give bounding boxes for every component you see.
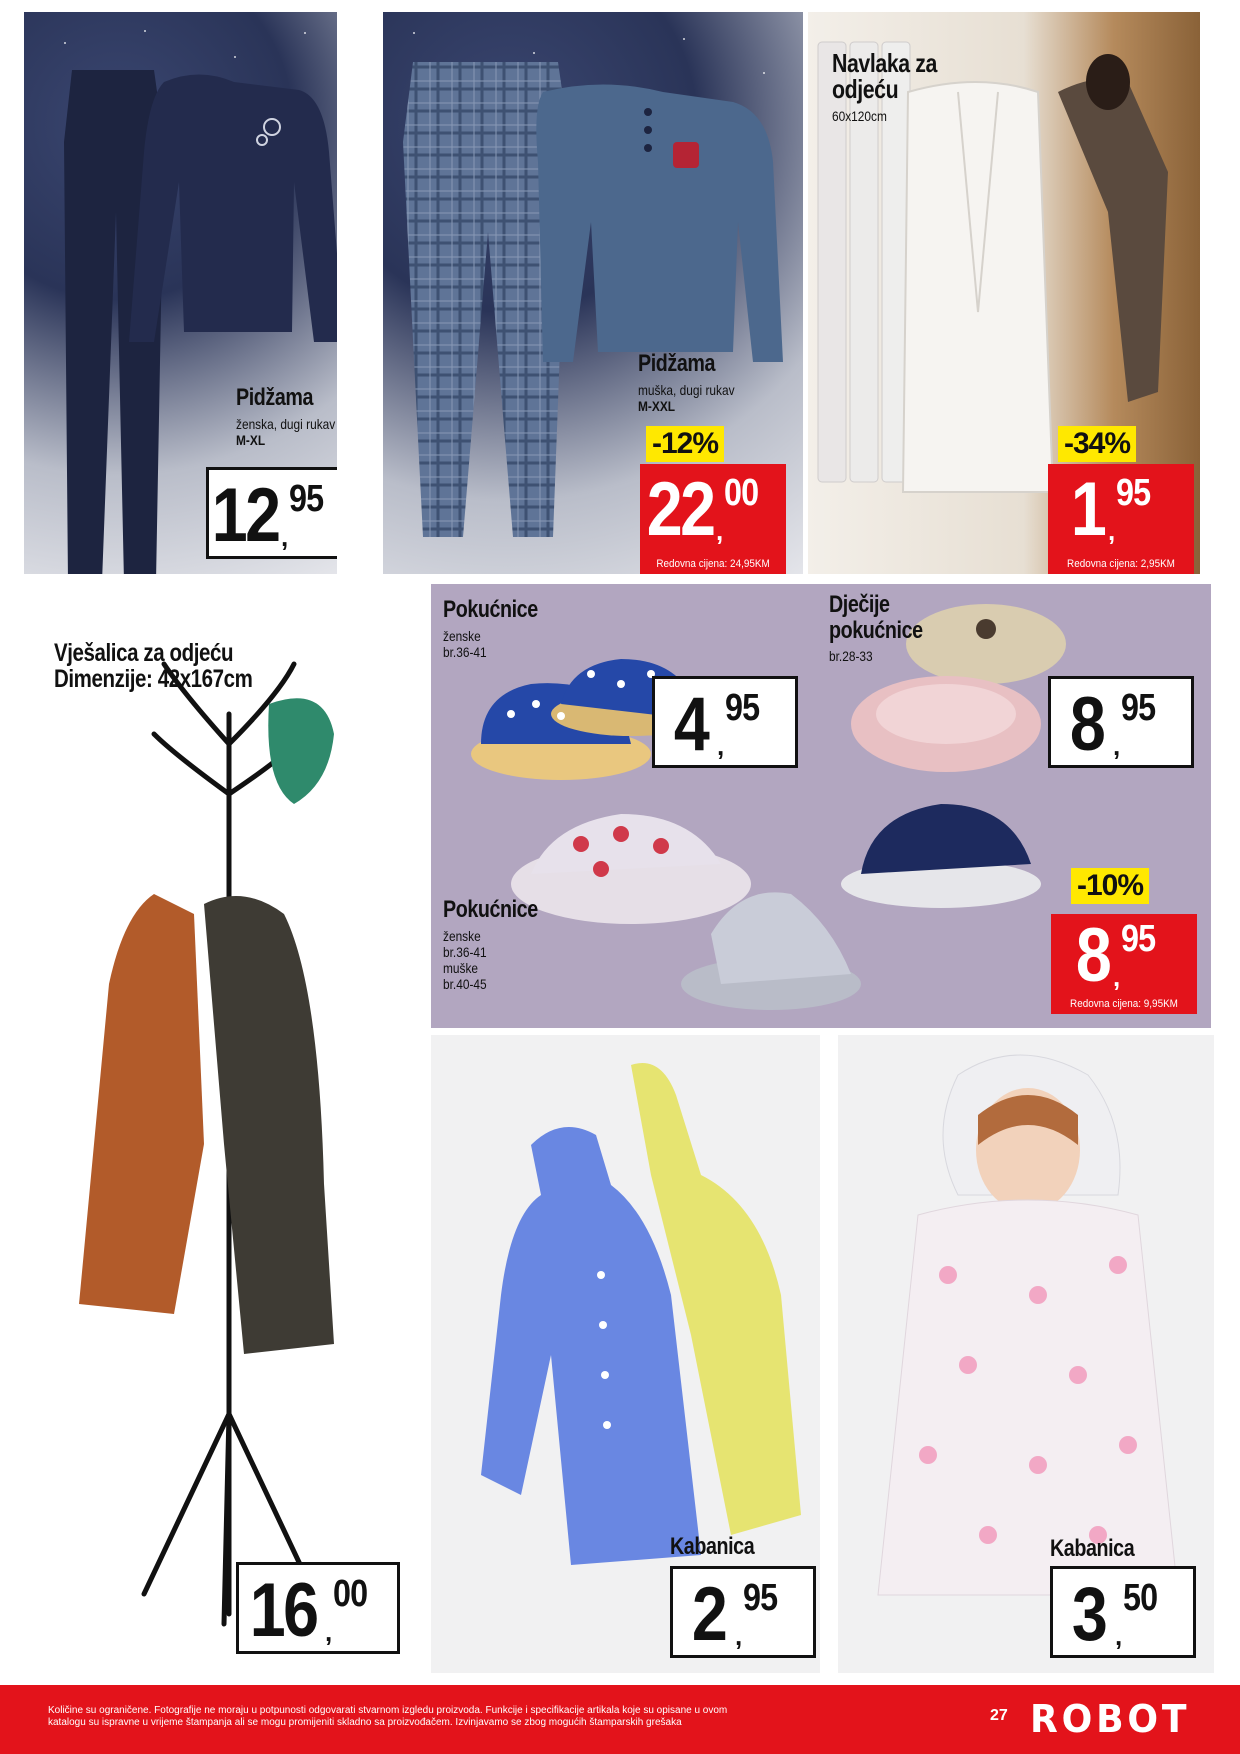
page-number: 27 (990, 1707, 1008, 1724)
price-comma: , (735, 1621, 743, 1651)
slippers-mix-image (511, 784, 1071, 1024)
product-dimensions: Dimenzije: 42x167cm (54, 665, 253, 693)
product-kabanica-djecija (838, 1035, 1214, 1673)
price-decimal: 95 (725, 687, 760, 729)
product-title: Pidžama (638, 350, 715, 377)
regular-price: Redovna cijena: 24,95KM (656, 558, 770, 570)
price-integer: 1 (1070, 467, 1104, 552)
product-title-line1: Vješalica za odjeću (54, 639, 234, 667)
product-title (829, 592, 923, 644)
coat-stand-image (24, 584, 424, 1669)
product-variant: ženske (443, 628, 481, 644)
price-decimal: 00 (333, 1573, 368, 1615)
robot-logo: ROBOT (1030, 1697, 1191, 1741)
product-title (832, 50, 937, 102)
price-integer: 22 (647, 467, 714, 552)
product-title: Kabanica (1050, 1535, 1135, 1562)
price-decimal: 95 (1121, 918, 1156, 960)
product-title: Pidžama (236, 384, 313, 411)
price-tag (1048, 676, 1194, 768)
product-pokucnice-panel (431, 584, 1211, 1028)
discount-badge: -10% (1071, 868, 1149, 904)
price-integer: 4 (673, 682, 707, 767)
price-tag (236, 1562, 400, 1654)
price-comma: , (716, 516, 724, 546)
product-dimensions: 60x120cm (832, 108, 887, 124)
discount-badge: -12% (646, 426, 724, 462)
product-title: Pokućnice (443, 596, 538, 623)
price-decimal: 95 (1116, 472, 1151, 514)
price-integer: 2 (691, 1572, 725, 1657)
product-sizes-men: br.40-45 (443, 976, 487, 992)
product-sizes: br.36-41 (443, 644, 487, 660)
price-comma: , (325, 1617, 333, 1647)
disclaimer-text: Količine su ograničene. Fotografije ne moraju u potpunosti odgovarati stvarnom izgledu proizvoda. Funkcije i specifikacije artikala koje su opisane u ovom katalogu su ispravne u vrijeme štampanja ali se mogu promijeniti skladno sa proizvođačem. Izvinjavamo se zbog mogućih štamparskih grešaka (48, 1705, 728, 1728)
price-integer: 8 (1075, 913, 1109, 998)
product-description (638, 382, 735, 414)
product-variant-men: muške (443, 960, 479, 976)
product-title-line2: pokućnice (829, 617, 923, 644)
product-sizes: M-XXL (638, 398, 676, 414)
price-decimal: 95 (289, 478, 324, 520)
regular-price: Redovna cijena: 2,95KM (1067, 558, 1175, 570)
product-vjesalica (24, 584, 424, 1669)
price-comma: , (281, 522, 289, 552)
price-decimal: 95 (1121, 687, 1156, 729)
price-tag (670, 1566, 816, 1658)
price-comma: , (1113, 731, 1121, 761)
product-variant: muška, dugi rukav (638, 382, 735, 398)
product-description (236, 416, 335, 448)
price-comma: , (1108, 516, 1116, 546)
price-tag (206, 467, 337, 559)
price-tag (652, 676, 798, 768)
product-pidzama-zenska (24, 12, 337, 574)
price-comma: , (1115, 1621, 1123, 1651)
discount-badge: -34% (1058, 426, 1136, 462)
product-description (443, 928, 487, 992)
product-variant: ženska, dugi rukav (236, 416, 336, 432)
price-integer: 16 (250, 1568, 317, 1653)
product-navlaka (808, 12, 1200, 574)
footer-bar (0, 1685, 1240, 1754)
product-title-line1: Navlaka za (832, 48, 937, 78)
product-sizes: M-XL (236, 432, 266, 448)
product-pidzama-muska (383, 12, 803, 574)
product-title-line1: Dječije (829, 591, 890, 618)
product-description (443, 628, 487, 660)
price-integer: 8 (1069, 682, 1103, 767)
product-title: Pokućnice (443, 896, 538, 923)
price-comma: , (1113, 962, 1121, 992)
price-decimal: 00 (724, 472, 759, 514)
regular-price: Redovna cijena: 9,95KM (1070, 998, 1178, 1010)
price-integer: 3 (1071, 1572, 1105, 1657)
price-tag (1051, 914, 1197, 1014)
product-variant-women: ženske (443, 928, 481, 944)
price-integer: 12 (212, 473, 279, 558)
price-tag (1048, 464, 1194, 574)
product-title: Kabanica (670, 1533, 755, 1560)
price-decimal: 95 (743, 1577, 778, 1619)
price-comma: , (717, 731, 725, 761)
product-kabanica-odrasli (431, 1035, 820, 1673)
price-tag (1050, 1566, 1196, 1658)
price-decimal: 50 (1123, 1577, 1158, 1619)
product-sizes: br.28-33 (829, 648, 873, 664)
product-sizes-women: br.36-41 (443, 944, 487, 960)
price-tag (640, 464, 786, 574)
product-title-line2: odjeću (832, 74, 899, 104)
